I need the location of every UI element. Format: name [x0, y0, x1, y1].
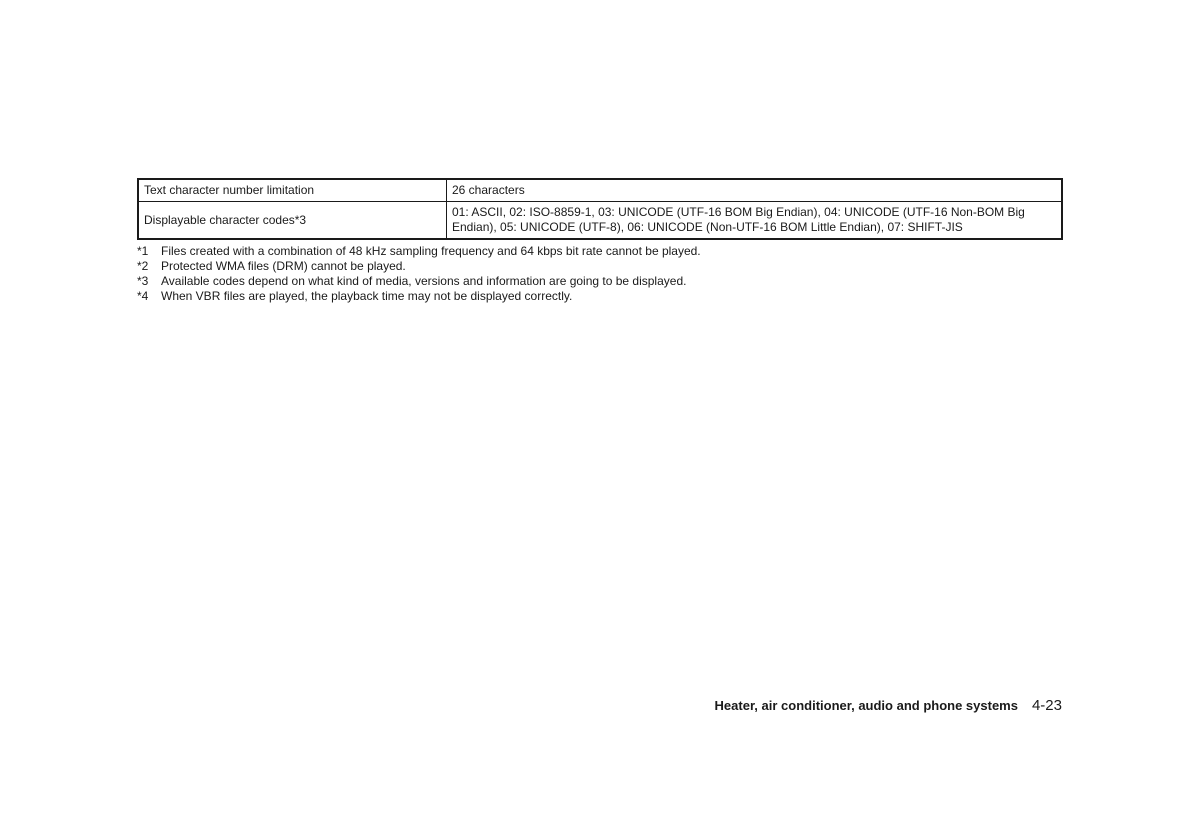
table-cell-value: 01: ASCII, 02: ISO-8859-1, 03: UNICODE (UTF-16 BOM Big Endian), 04: UNICODE (UTF-16 Non-BOM Big Endian), 05: UNICODE (UTF-8), 06: UNICODE (Non-UTF-16 BOM Little Endian), 07: SHIFT-JIS [447, 202, 1063, 240]
table-cell-value: 26 characters [447, 179, 1063, 202]
footnote-mark: *4 [137, 289, 149, 303]
table-row [138, 202, 1062, 240]
page-number: 4-23 [1031, 697, 1062, 714]
footnote-item [137, 244, 1067, 259]
table-cell-label: Displayable character codes*3 [138, 202, 447, 240]
footnote-text: Available codes depend on what kind of media, versions and information are going to be displayed. [161, 274, 687, 288]
footnotes [137, 244, 1067, 304]
table-row [138, 179, 1062, 202]
footnote-item [137, 259, 1067, 274]
footnote-item [137, 289, 1067, 304]
table-cell-label: Text character number limitation [138, 179, 447, 202]
footnote-text: Protected WMA files (DRM) cannot be played. [161, 259, 406, 273]
footnote-mark: *3 [137, 274, 149, 288]
page-footer [715, 697, 1062, 714]
section-title: Heater, air conditioner, audio and phone systems [714, 698, 1018, 713]
footnote-text: When VBR files are played, the playback time may not be displayed correctly. [161, 289, 573, 303]
footnote-mark: *2 [137, 259, 149, 273]
footnote-item [137, 274, 1067, 289]
footnote-text: Files created with a combination of 48 kHz sampling frequency and 64 kbps bit rate cannot be played. [161, 244, 701, 258]
footnote-mark: *1 [137, 244, 149, 258]
spec-table [137, 178, 1063, 240]
